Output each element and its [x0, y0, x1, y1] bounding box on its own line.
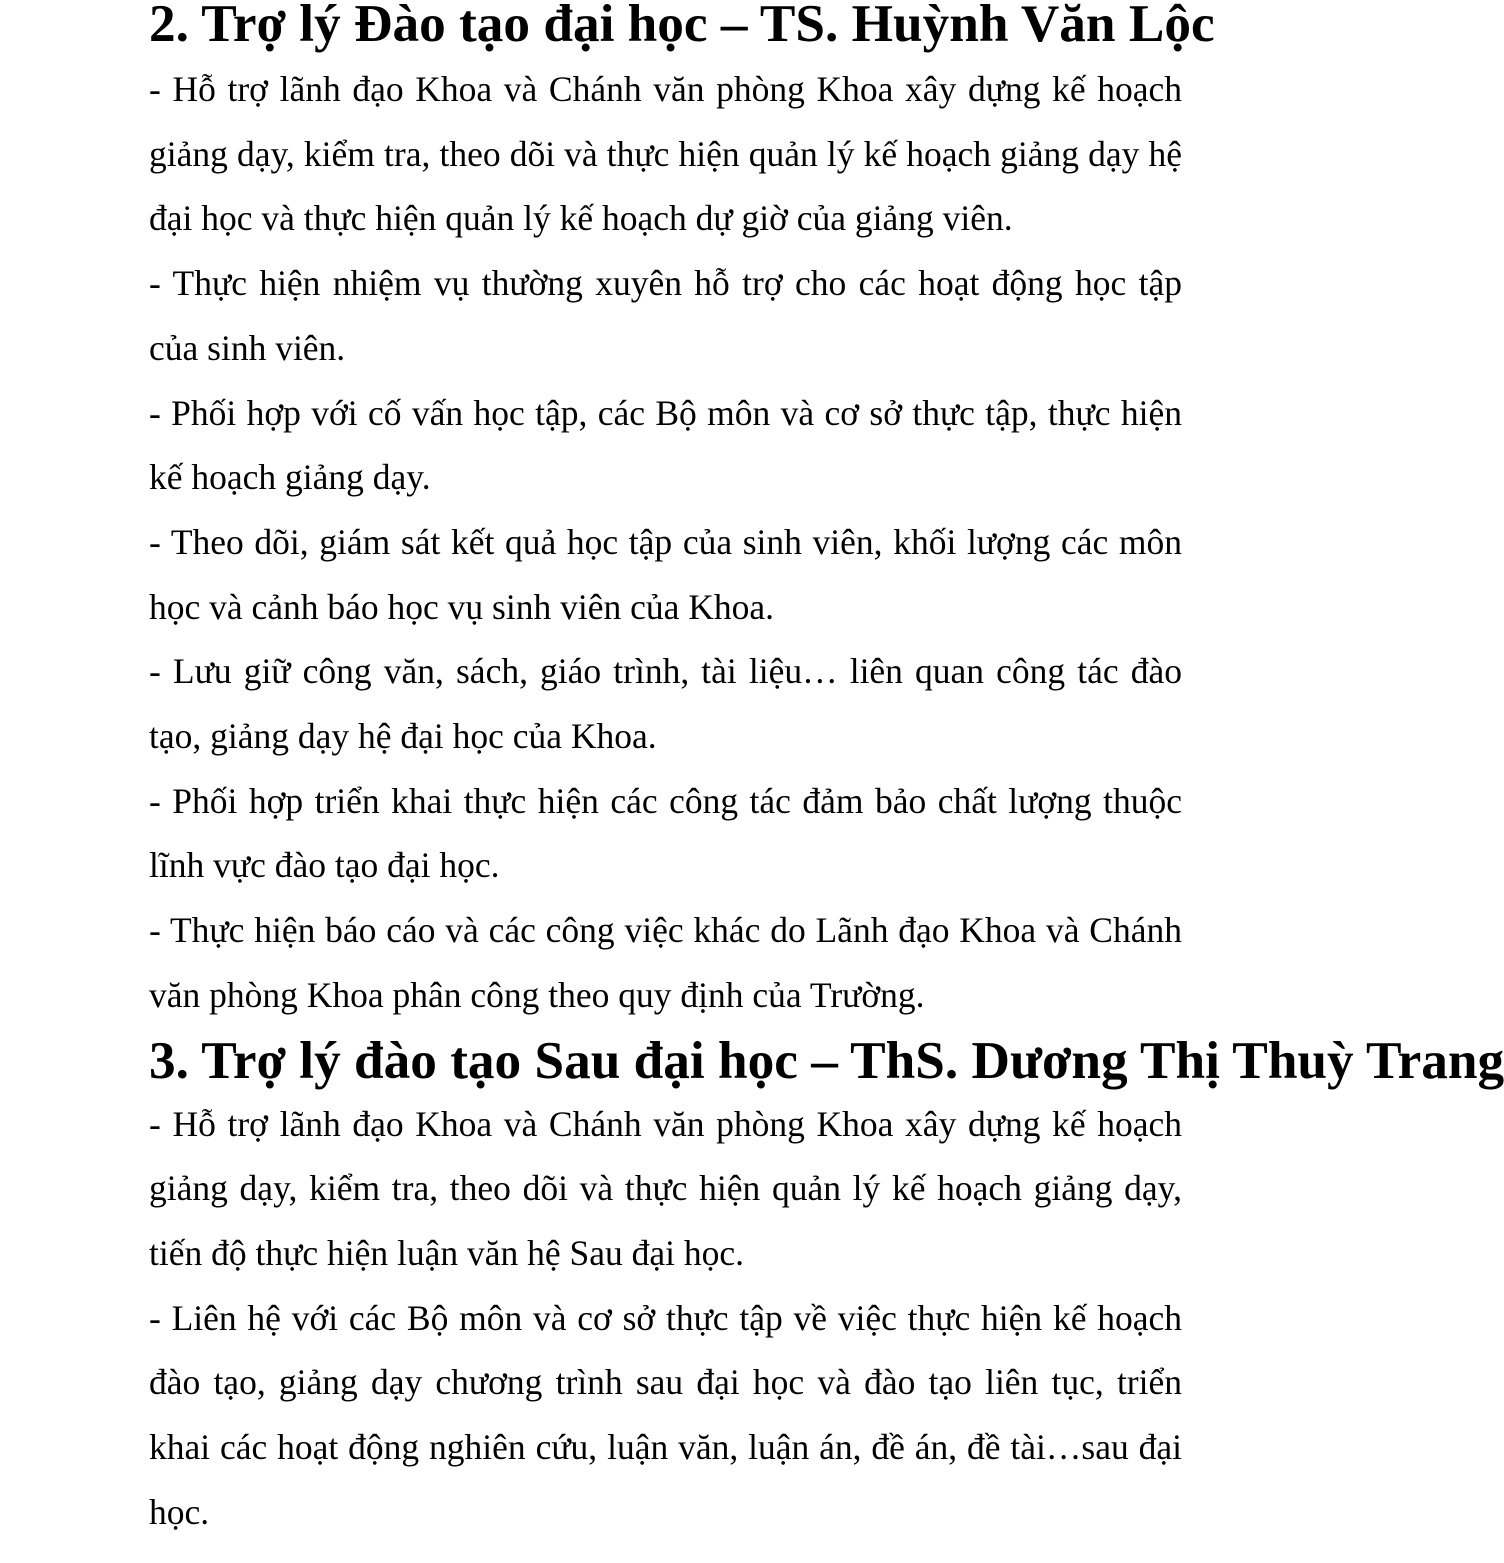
document-page: [149, 0, 1504, 1544]
duty-item: - Hỗ trợ lãnh đạo Khoa và Chánh văn phòng Khoa xây dựng kế hoạch giảng dạy, kiểm tra, theo dõi và thực hiện quản lý kế hoạch giảng dạy hệ đại học và thực hiện quản lý kế hoạch dự giờ của giảng viên.: [149, 69, 1182, 239]
duty-list: [149, 1092, 1182, 1545]
duty-item: - Hỗ trợ lãnh đạo Khoa và Chánh văn phòng Khoa xây dựng kế hoạch giảng dạy, kiểm tra, theo dõi và thực hiện quản lý kế hoạch giảng dạy, tiến độ thực hiện luận văn hệ Sau đại học.: [149, 1103, 1182, 1273]
section-heading: 3. Trợ lý đào tạo Sau đại học – ThS. Dương Thị Thuỳ Trang: [149, 1030, 1504, 1090]
section-undergraduate-assistant: [149, 0, 1215, 1028]
duty-item: - Phối hợp với cố vấn học tập, các Bộ môn và cơ sở thực tập, thực hiện kế hoạch giảng dạy.: [149, 392, 1182, 498]
duty-list: [149, 57, 1182, 1028]
duty-item: - Thực hiện báo cáo và các công việc khác do Lãnh đạo Khoa và Chánh văn phòng Khoa phân công theo quy định của Trường.: [149, 910, 1182, 1015]
duty-item: - Theo dõi, giám sát kết quả học tập của sinh viên, khối lượng các môn học và cảnh báo học vụ sinh viên của Khoa.: [149, 521, 1182, 627]
duty-item: - Phối hợp triển khai thực hiện các công tác đảm bảo chất lượng thuộc lĩnh vực đào tạo đại học.: [149, 780, 1182, 886]
duty-item: - Liên hệ với các Bộ môn và cơ sở thực tập về việc thực hiện kế hoạch đào tạo, giảng dạy chương trình sau đại học và đào tạo liên tục, triển khai các hoạt động nghiên cứu, luận văn, luận án, đề án, đề tài…sau đại học.: [149, 1297, 1182, 1532]
duty-item: - Lưu giữ công văn, sách, giáo trình, tài liệu… liên quan công tác đào tạo, giảng dạy hệ đại học của Khoa.: [149, 651, 1182, 757]
section-postgraduate-assistant: [149, 1030, 1504, 1545]
duty-item: - Thực hiện nhiệm vụ thường xuyên hỗ trợ cho các hoạt động học tập của sinh viên.: [149, 263, 1182, 368]
section-heading: 2. Trợ lý Đào tạo đại học – TS. Huỳnh Văn Lộc: [149, 0, 1215, 53]
